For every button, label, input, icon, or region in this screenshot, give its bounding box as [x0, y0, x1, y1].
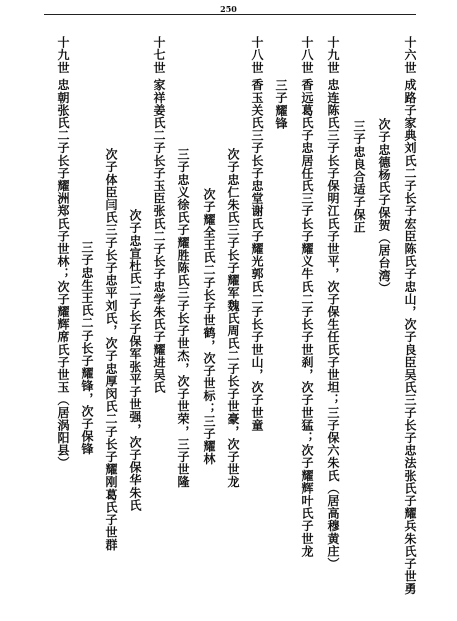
genealogy-line — [403, 36, 416, 595]
line-text: 次子忠德杨氏子保贺（居台湾） — [377, 118, 391, 295]
genealogy-line — [250, 36, 263, 431]
line-text: 次子耀全王氏二子长子世鹤，次子世标；三子耀林 — [202, 188, 216, 466]
generation-label: 十九世 — [326, 36, 340, 74]
genealogy-line — [226, 148, 239, 488]
line-text: 三子忠生王氏二子长子耀锋，次子保锋 — [80, 241, 94, 456]
line-text: 成路子家典刘氏二子长子宏臣陈氏子忠山，次子良臣吴氏三子长子忠法张氏子耀兵朱氏子世勇 — [403, 78, 417, 596]
generation-label: 十八世 — [300, 36, 314, 74]
line-text: 香玉关氏三子长子忠堂谢氏子耀光郭氏二子长子世山，次子世童 — [250, 78, 264, 432]
header-rule — [44, 14, 416, 15]
genealogy-line — [152, 36, 165, 394]
generation-label: 十七世 — [152, 36, 166, 74]
genealogy-line — [352, 120, 365, 233]
genealogy-line — [104, 148, 117, 551]
genealogy-line — [176, 148, 189, 488]
line-text: 三子忠良合适子保正 — [352, 120, 366, 234]
genealogy-line — [274, 79, 287, 129]
line-text: 次子忠宣杜氏二子长子保军张平子世强，次子保华朱氏 — [128, 209, 142, 512]
line-text: 次子体臣闫氏三子长子忠平刘氏，次子忠厚闵氏二子长子耀刚葛氏子世群 — [104, 148, 118, 552]
genealogy-line — [326, 36, 339, 570]
line-text: 三子耀锋 — [274, 79, 288, 130]
generation-label: 十八世 — [250, 36, 264, 74]
line-text: 三子忠义徐氏子耀胜陈氏三子长子世杰，次子世荣，三子世隆 — [176, 148, 190, 489]
genealogy-line — [202, 188, 215, 465]
genealogy-line — [128, 209, 141, 511]
genealogy-line — [300, 36, 313, 557]
line-text: 忠朝张氏二子长子耀洲郑氏子世林；次子耀辉席氏子世玉（居涡阳县） — [56, 78, 70, 470]
line-text: 香远葛氏子忠居任氏三子长子耀义牛氏二子长子世刹，次子世猛；次子耀辉叶氏子世龙 — [300, 78, 314, 558]
genealogy-line — [80, 241, 93, 455]
generation-label: 十九世 — [56, 36, 70, 74]
line-text: 家祥姜氏二子长子玉臣张氏二子长子忠学朱氏子耀进吴氏 — [152, 78, 166, 394]
genealogy-line — [56, 36, 69, 469]
page-number: 250 — [220, 4, 237, 14]
generation-label: 十六世 — [403, 36, 417, 74]
genealogy-line — [377, 118, 390, 294]
line-text: 忠连陈氏三子长子保明江氏子世平，次子保生任氏子世坦；三子保六朱氏（居高穆黄庄） — [326, 78, 340, 570]
line-text: 次子忠仁朱氏三子长子耀军魏氏周氏二子长子世豪，次子世龙 — [226, 148, 240, 489]
